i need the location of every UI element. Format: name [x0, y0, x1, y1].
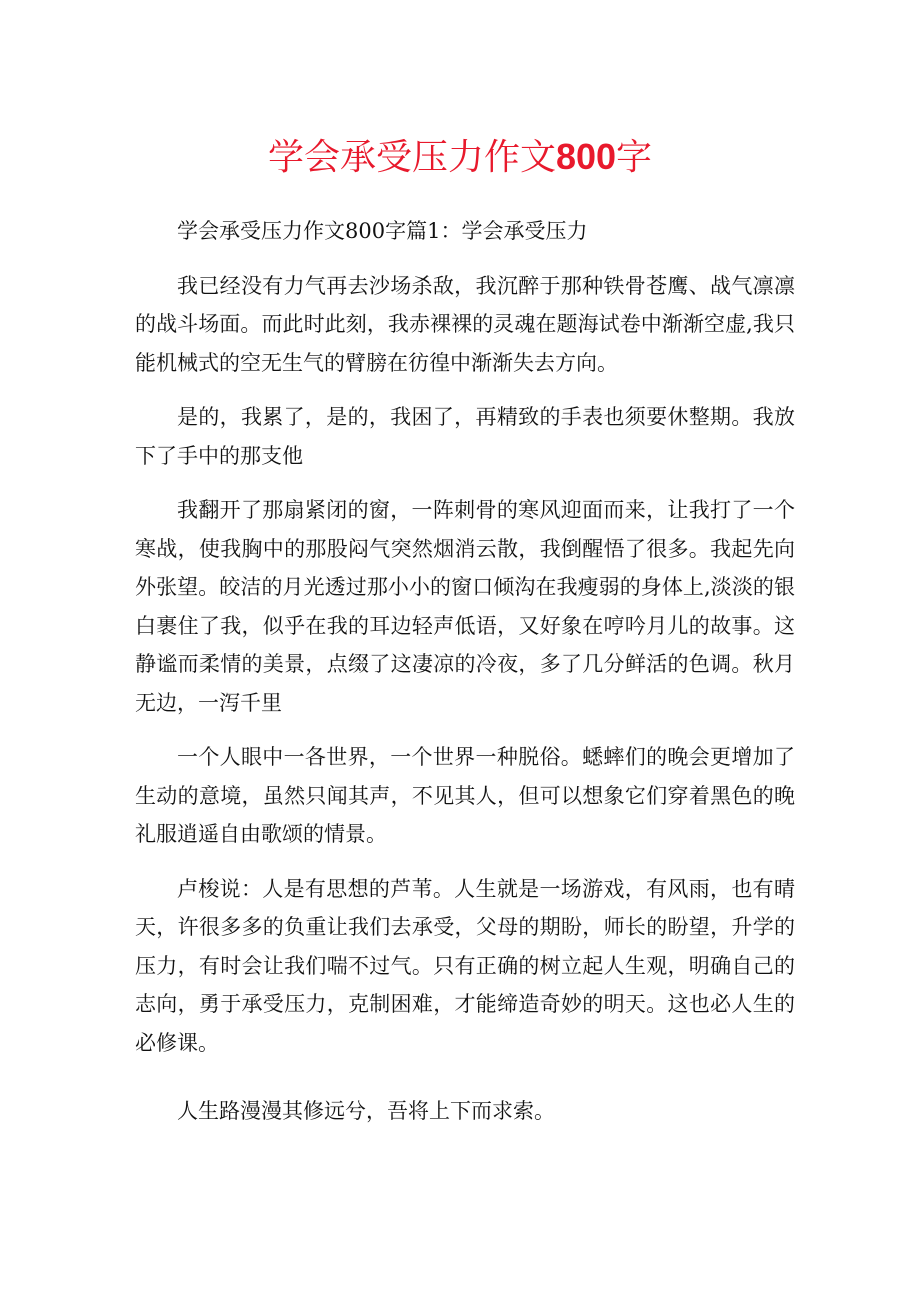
- closing-paragraph: 人生路漫漫其修远兮，吾将上下而求索。: [177, 1099, 555, 1123]
- title-suffix: 字: [616, 137, 653, 178]
- paragraph: 我翻开了那扇紧闭的窗，一阵刺骨的寒风迎面而来，让我打了一个寒战，使我胸中的那股闷气突然烟消云散，我倒醒悟了很多。我起先向外张望。皎洁的月光透过那小小的窗口倾沟在我瘦弱的身体上,淡淡的银白裹住了我，似乎在我的耳边轻声低语，又好象在哼吟月儿的故事。这静谧而柔情的美景，点缀了这凄凉的冷夜，多了几分鲜活的色调。秋月无边，一泻千里: [135, 498, 795, 715]
- paragraph: 一个人眼中一各世界，一个世界一种脱俗。蟋蟀们的晚会更增加了生动的意境，虽然只闻其声，不见其人，但可以想象它们穿着黑色的晚礼服逍遥自由歌颂的情景。: [135, 745, 795, 846]
- document-title: [0, 133, 920, 182]
- paragraph: 卢梭说：人是有思想的芦苇。人生就是一场游戏，有风雨，也有晴天，许很多多的负重让我们去承受，父母的期盼，师长的盼望，升学的压力，有时会让我们喘不过气。只有正确的树立起人生观，明确自己的志向，勇于承受压力，克制困难，才能缔造奇妙的明天。这也必人生的必修课。: [135, 876, 795, 1055]
- paragraph: 我已经没有力气再去沙场杀敌，我沉醉于那种铁骨苍鹰、战气凛凛的战斗场面。而此时此刻，我赤裸裸的灵魂在题海试卷中渐渐空虚,我只能机械式的空无生气的臂膀在彷徨中渐渐失去方向。: [135, 273, 795, 375]
- title-text: 学会承受压力作文: [267, 137, 556, 178]
- essay-subtitle: 学会承受压力作文800字篇1：学会承受压力: [177, 219, 588, 243]
- paragraph: 是的，我累了，是的，我困了，再精致的手表也须要休整期。我放下了手中的那支他: [135, 405, 795, 468]
- title-number: 800: [555, 136, 617, 177]
- document-body: [135, 212, 795, 1147]
